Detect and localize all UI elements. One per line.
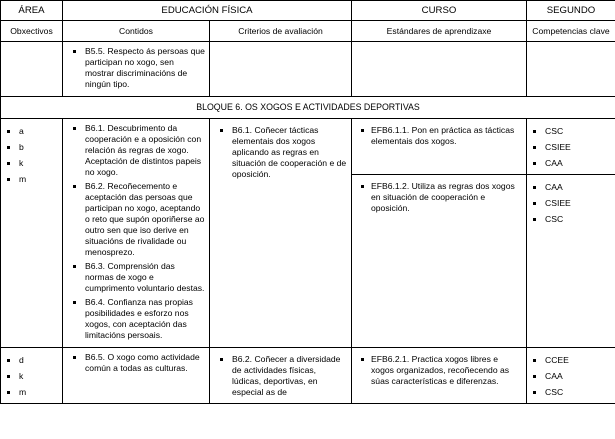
- cell-empty: [1, 42, 63, 97]
- list-item: CAA: [533, 371, 615, 382]
- list-item: CAA: [533, 182, 615, 193]
- list-item: CSIEE: [533, 198, 615, 209]
- cell-contents: [63, 119, 210, 348]
- block-row: [1, 97, 615, 119]
- header-subject: EDUCACIÓN FÍSICA: [63, 1, 352, 21]
- list-item: B6.2. Coñecer a diversidade de actividades físicas, lúdicas, deportivas, en especial as de: [219, 354, 347, 398]
- list-item: B6.1. Coñecer tácticas elementais dos xogos aplicando as regras en situación de cooperación e de oposición.: [219, 125, 347, 180]
- list-item: d: [7, 355, 62, 366]
- cell-competences: [527, 348, 615, 404]
- list-item: CCEE: [533, 355, 615, 366]
- list-item: B6.5. O xogo como actividade común a todas as culturas.: [71, 352, 205, 374]
- cell-standard: [352, 348, 527, 404]
- list-item: k: [7, 371, 62, 382]
- subheader-row: [1, 21, 615, 42]
- list-item: b: [7, 142, 62, 153]
- table-row: [1, 42, 615, 97]
- list-item: EFB6.2.1. Practica xogos libres e xogos organizados, recoñecendo as súas características e diferenzas.: [360, 354, 522, 387]
- block-title: BLOQUE 6. OS XOGOS E ACTIVIDADES DEPORTIVAS: [1, 97, 615, 119]
- cell-standard: [352, 119, 527, 175]
- list-item: CAA: [533, 158, 615, 169]
- cell-contents: [63, 42, 210, 97]
- list-item: CSC: [533, 214, 615, 225]
- list-item: a: [7, 126, 62, 137]
- table-row: [1, 348, 615, 404]
- list-item: CSC: [533, 126, 615, 137]
- cell-competences: [527, 119, 615, 175]
- cell-empty: [210, 42, 352, 97]
- list-item: B6.3. Comprensión das normas de xogo e cumprimento voluntario destas.: [71, 261, 205, 294]
- list-item: m: [7, 174, 62, 185]
- list-item: B6.4. Confianza nas propias posibilidades e esforzo nos xogos, con aceptación das limitacións persoais.: [71, 297, 205, 341]
- col-criteria: Criterios de avaliación: [210, 21, 352, 42]
- cell-standard: [352, 175, 527, 348]
- col-objectives: Obxectivos: [1, 21, 63, 42]
- list-item: m: [7, 387, 62, 398]
- header-cycle: SEGUNDO: [527, 1, 615, 21]
- list-item: EFB6.1.2. Utiliza as regras dos xogos en situación de cooperación e oposición.: [360, 181, 522, 214]
- list-item: B6.1. Descubrimento da cooperación e a oposición con relación ás regras de xogo. Aceptación de distintos papeis no xogo.: [71, 123, 205, 178]
- cell-competences: [527, 175, 615, 348]
- cell-criteria: [210, 119, 352, 348]
- header-course: CURSO: [352, 1, 527, 21]
- header-area: ÁREA: [1, 1, 63, 21]
- list-item: CSIEE: [533, 142, 615, 153]
- cell-criteria: [210, 348, 352, 404]
- cell-objectives: [1, 348, 63, 404]
- table-row: [1, 119, 615, 175]
- col-competences: Competencias clave: [527, 21, 615, 42]
- list-item: EFB6.1.1. Pon en práctica as tácticas elementais dos xogos.: [360, 125, 522, 147]
- list-item: B5.5. Respecto ás persoas que participan no xogo, sen mostrar discriminacións de ningún tipo.: [71, 46, 205, 90]
- list-item: CSC: [533, 387, 615, 398]
- header-row: [1, 1, 615, 21]
- cell-empty: [352, 42, 527, 97]
- cell-contents: [63, 348, 210, 404]
- col-standards: Estándares de aprendizaxe: [352, 21, 527, 42]
- col-contents: Contidos: [63, 21, 210, 42]
- list-item: B6.2. Recoñecemento e aceptación das persoas que participan no xogo, aceptando o reto que supón oporiñerse ao outro sen que iso derive en situacións de rivalidade ou menosprezo.: [71, 181, 205, 258]
- cell-empty: [527, 42, 615, 97]
- list-item: k: [7, 158, 62, 169]
- cell-objectives: [1, 119, 63, 348]
